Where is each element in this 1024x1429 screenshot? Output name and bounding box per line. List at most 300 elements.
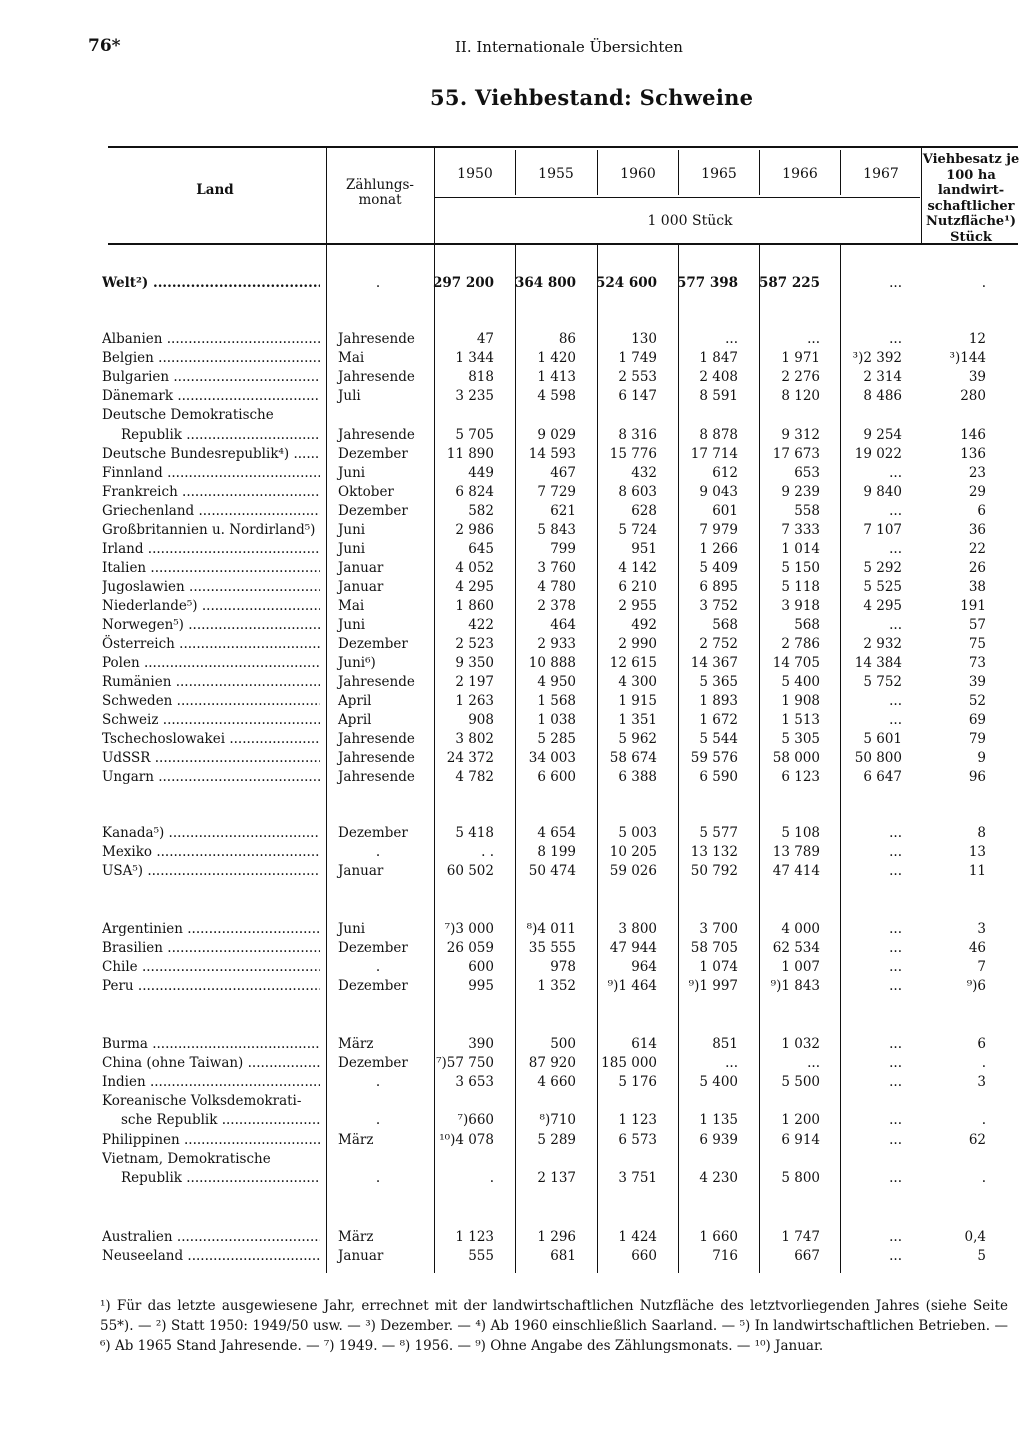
cell-value-1966: 6 123 — [781, 769, 820, 785]
cell-density: 6 — [977, 503, 986, 519]
cell-value-1955: 87 920 — [528, 1055, 576, 1071]
cell-month: Jahresende — [338, 427, 415, 443]
cell-month: März — [338, 1132, 374, 1148]
cell-land: Österreich ..... — [102, 634, 320, 654]
cell-land: Dänemark ..... — [102, 386, 320, 406]
cell-value-1967: 4 295 — [863, 598, 902, 614]
cell-value-1966: 568 — [794, 617, 820, 633]
cell-value-1965: 1 660 — [699, 1229, 738, 1245]
cell-land: Irland ..... — [102, 539, 320, 559]
cell-value-1960: 15 776 — [609, 446, 657, 462]
cell-value-1955: 35 555 — [528, 940, 576, 956]
cell-value-1965: 6 590 — [699, 769, 738, 785]
cell-land: UdSSR ..... — [102, 748, 320, 768]
cell-density: 5 — [977, 1248, 986, 1264]
table-row — [0, 577, 1024, 597]
cell-month: . — [375, 1112, 381, 1128]
table-row — [0, 1034, 1024, 1054]
cell-value-1966: 58 000 — [772, 750, 820, 766]
cell-value-1967: ... — [889, 959, 902, 975]
table-row — [0, 596, 1024, 616]
cell-value-1960: 130 — [631, 331, 657, 347]
table-row — [0, 823, 1024, 843]
header-year-1960: 1960 — [620, 166, 656, 182]
cell-value-1966: 667 — [794, 1248, 820, 1264]
cell-value-1955: 8 199 — [537, 844, 576, 860]
cell-value-1965: 1 074 — [699, 959, 738, 975]
table-row — [0, 520, 1024, 540]
cell-density: 22 — [968, 541, 986, 557]
table-row — [0, 1072, 1024, 1092]
cell-density: 57 — [968, 617, 986, 633]
cell-value-1965: 6 939 — [699, 1132, 738, 1148]
cell-land: Deutsche Bundesrepublik⁴) ..... — [102, 444, 320, 464]
table-row — [0, 1053, 1024, 1073]
cell-land: Indien ..... — [102, 1072, 320, 1092]
cell-value-1967: 14 384 — [854, 655, 902, 671]
cell-land: Tschechoslowakei ..... — [102, 729, 320, 749]
cell-value-1960: 964 — [631, 959, 657, 975]
cell-value-1966: 1 200 — [781, 1112, 820, 1128]
cell-land: Republik ..... — [121, 1168, 320, 1188]
cell-value-1967: 2 314 — [863, 369, 902, 385]
cell-value-1967: ... — [889, 617, 902, 633]
table-row — [0, 653, 1024, 673]
cell-value-1960: 6 388 — [618, 769, 657, 785]
cell-value-1966: 7 333 — [781, 522, 820, 538]
cell-value-1955: 681 — [550, 1248, 576, 1264]
cell-value-1967: 50 800 — [854, 750, 902, 766]
header-unit: 1 000 Stück — [647, 213, 733, 229]
cell-value-1967: 9 254 — [863, 427, 902, 443]
cell-value-1967: ... — [889, 1248, 902, 1264]
table-row — [0, 748, 1024, 768]
cell-value-1966: 1 032 — [781, 1036, 820, 1052]
cell-land: Philippinen ..... — [102, 1130, 320, 1150]
divider-month — [434, 146, 435, 243]
cell-value-1967: 19 022 — [854, 446, 902, 462]
cell-land: Chile ..... — [102, 957, 320, 977]
cell-density: 46 — [968, 940, 986, 956]
table-row — [0, 482, 1024, 502]
cell-value-1960: 660 — [631, 1248, 657, 1264]
cell-value-1950: 24 372 — [446, 750, 494, 766]
cell-density: 69 — [968, 712, 986, 728]
cell-value-1967: ... — [889, 693, 902, 709]
cell-value-1960: 628 — [631, 503, 657, 519]
cell-value-1955: 621 — [550, 503, 576, 519]
cell-value-1955: 978 — [550, 959, 576, 975]
cell-density: 96 — [968, 769, 986, 785]
cell-land: Norwegen⁵) ..... — [102, 615, 320, 635]
cell-value-1967: ... — [889, 503, 902, 519]
cell-value-1965: 1 266 — [699, 541, 738, 557]
cell-value-1960: 8 603 — [618, 484, 657, 500]
cell-value-1960: 47 944 — [609, 940, 657, 956]
cell-month: Juni — [338, 921, 366, 937]
cell-value-1967: ... — [889, 921, 902, 937]
cell-value-1967: ... — [889, 940, 902, 956]
table-row — [0, 615, 1024, 635]
cell-value-1960: 4 300 — [618, 674, 657, 690]
page-number: 76* — [88, 36, 121, 56]
cell-value-1950: 390 — [468, 1036, 494, 1052]
cell-value-1950: 6 824 — [455, 484, 494, 500]
cell-month: Jahresende — [338, 369, 415, 385]
cell-value-1955: 6 600 — [537, 769, 576, 785]
cell-land: Australien ..... — [102, 1227, 320, 1247]
cell-value-1960: 524 600 — [595, 275, 657, 291]
cell-month: Januar — [338, 579, 384, 595]
cell-value-1960: ⁹)1 464 — [607, 978, 657, 994]
table-row — [0, 463, 1024, 483]
cell-density: 146 — [960, 427, 986, 443]
cell-value-1960: 5 176 — [618, 1074, 657, 1090]
cell-land: Griechenland ..... — [102, 501, 320, 521]
cell-value-1950: 60 502 — [446, 863, 494, 879]
cell-value-1955: 9 029 — [537, 427, 576, 443]
cell-value-1965: 58 705 — [690, 940, 738, 956]
cell-month: Jahresende — [338, 769, 415, 785]
cell-value-1950: 4 052 — [455, 560, 494, 576]
cell-land: Peru ..... — [102, 976, 320, 996]
cell-value-1965: 6 895 — [699, 579, 738, 595]
cell-value-1967: 6 647 — [863, 769, 902, 785]
cell-value-1955: 1 568 — [537, 693, 576, 709]
header-density: Viehbesatz je 100 ha landwirt-schaftlicher Nutzfläche¹) Stück — [922, 152, 1020, 245]
cell-value-1966: 1 908 — [781, 693, 820, 709]
cell-land: Schweiz ..... — [102, 710, 320, 730]
cell-value-1965: 5 577 — [699, 825, 738, 841]
table-row — [0, 425, 1024, 445]
table-title: 55. Viehbestand: Schweine — [430, 85, 754, 110]
cell-value-1967: ... — [889, 712, 902, 728]
cell-value-1960: 492 — [631, 617, 657, 633]
cell-value-1950: 2 197 — [455, 674, 494, 690]
table-row — [0, 1091, 1024, 1111]
table-row — [0, 273, 1024, 293]
header-land: Land — [196, 182, 234, 198]
cell-density: 0,4 — [964, 1229, 986, 1245]
cell-month: Dezember — [338, 940, 408, 956]
cell-density: ⁹)6 — [966, 978, 986, 994]
cell-month: Mai — [338, 350, 365, 366]
cell-value-1960: 12 615 — [609, 655, 657, 671]
cell-value-1967: ... — [889, 844, 902, 860]
cell-value-1965: 2 752 — [699, 636, 738, 652]
cell-value-1966: 5 108 — [781, 825, 820, 841]
cell-value-1966: 1 014 — [781, 541, 820, 557]
cell-value-1960: 6 210 — [618, 579, 657, 595]
cell-value-1950: 645 — [468, 541, 494, 557]
cell-land: Argentinien ..... — [102, 919, 320, 939]
cell-value-1960: 1 915 — [618, 693, 657, 709]
cell-value-1966: ... — [807, 331, 820, 347]
table-row — [0, 634, 1024, 654]
cell-value-1965: 851 — [712, 1036, 738, 1052]
table-row — [0, 1149, 1024, 1169]
cell-value-1967: 9 840 — [863, 484, 902, 500]
cell-value-1965: 8 591 — [699, 388, 738, 404]
cell-density: 6 — [977, 1036, 986, 1052]
cell-month: Juli — [338, 388, 361, 404]
table-row — [0, 1246, 1024, 1266]
cell-value-1950: ⁷)3 000 — [444, 921, 494, 937]
table-row — [0, 444, 1024, 464]
cell-density: 11 — [968, 863, 986, 879]
cell-density: . — [981, 1112, 986, 1128]
cell-land: Vietnam, Demokratische — [102, 1151, 271, 1167]
cell-value-1960: 614 — [631, 1036, 657, 1052]
cell-month: Juni — [338, 617, 366, 633]
cell-month: Dezember — [338, 636, 408, 652]
cell-month: . — [375, 1170, 381, 1186]
cell-value-1960: 3 800 — [618, 921, 657, 937]
cell-value-1955: 500 — [550, 1036, 576, 1052]
cell-month: März — [338, 1036, 374, 1052]
cell-value-1955: 5 285 — [537, 731, 576, 747]
cell-value-1965: 577 398 — [676, 275, 738, 291]
table-row — [0, 919, 1024, 939]
cell-value-1955: 2 137 — [537, 1170, 576, 1186]
cell-value-1960: 58 674 — [609, 750, 657, 766]
cell-value-1967: ... — [889, 541, 902, 557]
table-row — [0, 842, 1024, 862]
cell-value-1960: 5 962 — [618, 731, 657, 747]
cell-month: Januar — [338, 863, 384, 879]
cell-value-1955: 3 760 — [537, 560, 576, 576]
cell-value-1966: 558 — [794, 503, 820, 519]
cell-density: 38 — [968, 579, 986, 595]
cell-value-1966: 9 312 — [781, 427, 820, 443]
year-subrule — [434, 197, 920, 198]
cell-value-1960: 1 123 — [618, 1112, 657, 1128]
cell-value-1965: 13 132 — [690, 844, 738, 860]
cell-month: April — [338, 693, 372, 709]
cell-value-1965: 2 408 — [699, 369, 738, 385]
cell-value-1967: ... — [889, 1229, 902, 1245]
table-row — [0, 1110, 1024, 1130]
cell-land: Deutsche Demokratische — [102, 407, 274, 423]
cell-land: Brasilien ..... — [102, 938, 320, 958]
cell-value-1966: 5 800 — [781, 1170, 820, 1186]
cell-density: . — [981, 1170, 986, 1186]
cell-value-1966: ⁹)1 843 — [770, 978, 820, 994]
cell-land: Kanada⁵) ..... — [102, 823, 320, 843]
running-head: II. Internationale Übersichten — [455, 38, 683, 56]
cell-land: Bulgarien ..... — [102, 367, 320, 387]
cell-month: Jahresende — [338, 674, 415, 690]
cell-value-1966: 14 705 — [772, 655, 820, 671]
cell-density: 191 — [960, 598, 986, 614]
cell-value-1955: 2 933 — [537, 636, 576, 652]
cell-value-1960: 951 — [631, 541, 657, 557]
cell-value-1966: 2 276 — [781, 369, 820, 385]
cell-value-1960: 8 316 — [618, 427, 657, 443]
cell-density: 136 — [960, 446, 986, 462]
cell-value-1960: 1 424 — [618, 1229, 657, 1245]
cell-value-1965: ... — [725, 331, 738, 347]
cell-value-1965: 3 700 — [699, 921, 738, 937]
cell-value-1967: ... — [889, 1112, 902, 1128]
cell-value-1965: 9 043 — [699, 484, 738, 500]
cell-value-1950: ⁷)660 — [457, 1112, 494, 1128]
cell-value-1967: 5 601 — [863, 731, 902, 747]
cell-value-1965: 59 576 — [690, 750, 738, 766]
cell-value-1955: 86 — [558, 331, 576, 347]
cell-value-1950: 5 418 — [455, 825, 494, 841]
cell-land: Mexiko ..... — [102, 842, 320, 862]
cell-value-1955: ⁸)710 — [539, 1112, 576, 1128]
cell-density: 62 — [968, 1132, 986, 1148]
cell-value-1960: 6 573 — [618, 1132, 657, 1148]
cell-value-1965: 5 365 — [699, 674, 738, 690]
header-year-1955: 1955 — [538, 166, 574, 182]
cell-value-1967: 5 292 — [863, 560, 902, 576]
cell-value-1955: 1 420 — [537, 350, 576, 366]
cell-value-1955: 50 474 — [528, 863, 576, 879]
cell-value-1966: 1 007 — [781, 959, 820, 975]
cell-value-1966: 62 534 — [772, 940, 820, 956]
table-row — [0, 691, 1024, 711]
cell-value-1950: 908 — [468, 712, 494, 728]
cell-land: USA⁵) ..... — [102, 861, 320, 881]
cell-value-1967: 5 752 — [863, 674, 902, 690]
cell-value-1955: 4 598 — [537, 388, 576, 404]
cell-value-1965: 1 672 — [699, 712, 738, 728]
cell-value-1955: 1 413 — [537, 369, 576, 385]
cell-density: 9 — [977, 750, 986, 766]
cell-density: 39 — [968, 674, 986, 690]
cell-value-1965: 5 544 — [699, 731, 738, 747]
cell-value-1950: 555 — [468, 1248, 494, 1264]
cell-value-1950: 2 523 — [455, 636, 494, 652]
cell-month: Juni — [338, 522, 366, 538]
cell-value-1950: 4 295 — [455, 579, 494, 595]
cell-value-1950: 297 200 — [432, 275, 494, 291]
cell-value-1966: 6 914 — [781, 1132, 820, 1148]
cell-value-1965: 568 — [712, 617, 738, 633]
cell-value-1965: 1 135 — [699, 1112, 738, 1128]
table-row — [0, 367, 1024, 387]
cell-value-1960: 59 026 — [609, 863, 657, 879]
header-bottom-rule — [108, 243, 1018, 245]
cell-value-1955: 4 950 — [537, 674, 576, 690]
footnotes — [100, 1296, 1008, 1356]
table-row — [0, 386, 1024, 406]
cell-land: Italien ..... — [102, 558, 320, 578]
cell-value-1950: . — [489, 1170, 494, 1186]
cell-value-1960: 1 351 — [618, 712, 657, 728]
cell-value-1965: 716 — [712, 1248, 738, 1264]
cell-value-1966: 47 414 — [772, 863, 820, 879]
cell-value-1955: 5 289 — [537, 1132, 576, 1148]
cell-land: Belgien ..... — [102, 348, 320, 368]
cell-density: 3 — [977, 921, 986, 937]
cell-month: Dezember — [338, 446, 408, 462]
table-row — [0, 501, 1024, 521]
cell-value-1965: 612 — [712, 465, 738, 481]
cell-value-1955: ⁸)4 011 — [526, 921, 576, 937]
table-row — [0, 1168, 1024, 1188]
table-row — [0, 539, 1024, 559]
table-row — [0, 672, 1024, 692]
table-row — [0, 976, 1024, 996]
cell-value-1955: 34 003 — [528, 750, 576, 766]
cell-value-1966: 587 225 — [758, 275, 820, 291]
cell-value-1950: 3 802 — [455, 731, 494, 747]
cell-value-1950: 47 — [476, 331, 494, 347]
cell-month: März — [338, 1229, 374, 1245]
cell-month: April — [338, 712, 372, 728]
cell-land: Finnland ..... — [102, 463, 320, 483]
cell-value-1965: 1 847 — [699, 350, 738, 366]
cell-value-1950: 818 — [468, 369, 494, 385]
table-row — [0, 957, 1024, 977]
cell-month: . — [375, 1074, 381, 1090]
cell-value-1960: 185 000 — [601, 1055, 657, 1071]
cell-value-1967: ... — [889, 1036, 902, 1052]
cell-value-1966: 653 — [794, 465, 820, 481]
cell-density: 8 — [977, 825, 986, 841]
table-top-rule — [108, 146, 1018, 148]
cell-value-1966: 9 239 — [781, 484, 820, 500]
cell-value-1965: 4 230 — [699, 1170, 738, 1186]
cell-value-1967: 5 525 — [863, 579, 902, 595]
cell-land: Koreanische Volksdemokrati- — [102, 1093, 302, 1109]
cell-density: 39 — [968, 369, 986, 385]
cell-land: Schweden ..... — [102, 691, 320, 711]
cell-value-1955: 14 593 — [528, 446, 576, 462]
cell-value-1950: 3 653 — [455, 1074, 494, 1090]
cell-value-1966: ... — [807, 1055, 820, 1071]
table-row — [0, 938, 1024, 958]
table-row — [0, 329, 1024, 349]
cell-value-1965: 601 — [712, 503, 738, 519]
cell-value-1950: 1 123 — [455, 1229, 494, 1245]
cell-month: Juni — [338, 541, 366, 557]
cell-value-1966: 4 000 — [781, 921, 820, 937]
cell-value-1967: ... — [889, 1055, 902, 1071]
cell-density: 29 — [968, 484, 986, 500]
table-row — [0, 348, 1024, 368]
cell-value-1965: 8 878 — [699, 427, 738, 443]
cell-month: Dezember — [338, 978, 408, 994]
cell-value-1966: 13 789 — [772, 844, 820, 860]
cell-land: Ungarn ..... — [102, 767, 320, 787]
cell-density: . — [981, 275, 986, 291]
cell-value-1950: . . — [481, 844, 494, 860]
cell-value-1955: 4 660 — [537, 1074, 576, 1090]
cell-value-1950: ⁷)57 750 — [436, 1055, 494, 1071]
cell-land: Niederlande⁵) ..... — [102, 596, 320, 616]
table-row — [0, 767, 1024, 787]
cell-value-1955: 2 378 — [537, 598, 576, 614]
table-row — [0, 710, 1024, 730]
cell-land: Frankreich ..... — [102, 482, 320, 502]
cell-value-1960: 5 003 — [618, 825, 657, 841]
cell-value-1960: 10 205 — [609, 844, 657, 860]
cell-value-1950: 422 — [468, 617, 494, 633]
cell-value-1966: 17 673 — [772, 446, 820, 462]
cell-density: 79 — [968, 731, 986, 747]
cell-land: Jugoslawien ..... — [102, 577, 320, 597]
cell-value-1960: 2 553 — [618, 369, 657, 385]
cell-value-1967: 7 107 — [863, 522, 902, 538]
footnote-text: ¹) Für das letzte ausgewiesene Jahr, errechnet mit der landwirtschaftlichen Nutzfläche des letztvorliegenden Jahres (siehe Seite 55*). — ²) Statt 1950: 1949/50 usw. — ³) Dezember. — ⁴) Ab 1960 einschließlich Saarland. — ⁵) In landwirtschaftlichen Betrieben. — ⁶) Ab 1965 Stand Jahresende. — ⁷) 1949. — ⁸) 1956. — ⁹) Ohne Angabe des Zählungsmonats. — ¹⁰) Januar. — [100, 1298, 1008, 1354]
cell-value-1965: ... — [725, 1055, 738, 1071]
cell-value-1967: 8 486 — [863, 388, 902, 404]
